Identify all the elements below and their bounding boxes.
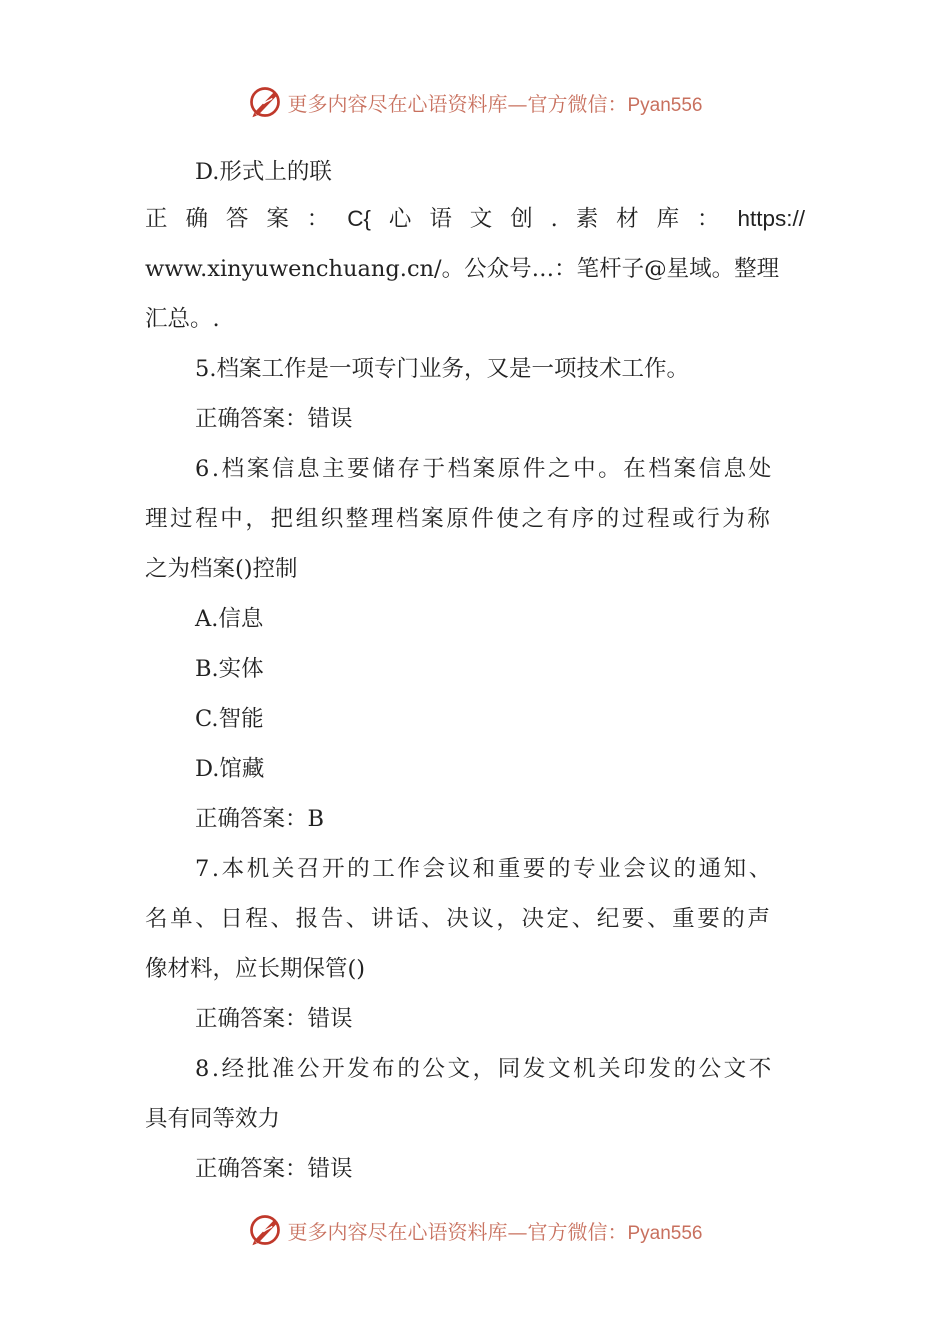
question-7-line2: 名单、日程、报告、讲话、决议，决定、纪要、重要的声 <box>145 906 773 932</box>
answer-line-spaced: 正 确 答 案 ： C{ 心 语 文 创 . 素 材 库 ： https:// <box>145 206 805 232</box>
question-5: 5.档案工作是一项专门业务，又是一项技术工作。 <box>195 356 689 382</box>
question-6-line3: 之为档案()控制 <box>145 556 298 582</box>
question-8-line1: 8.经批准公开发布的公文，同发文机关印发的公文不 <box>195 1056 774 1082</box>
answer-5: 正确答案：错误 <box>195 406 353 432</box>
option-d-line: D.形式上的联 <box>195 159 332 185</box>
wechat-id: Pyan556 <box>627 1222 703 1244</box>
option-a: A.信息 <box>195 606 264 632</box>
option-b: B.实体 <box>195 656 264 682</box>
footer-banner <box>0 1208 950 1252</box>
question-7-line1: 7.本机关召开的工作会议和重要的专业会议的通知、 <box>195 856 774 882</box>
header-banner-text: 更多内容尽在心语资料库—官方微信：Pyan556 <box>287 91 703 116</box>
answer-7: 正确答案：错误 <box>195 1006 353 1032</box>
pen-logo-icon <box>247 84 283 120</box>
option-d: D.馆藏 <box>195 756 265 782</box>
summary-line: 汇总。. <box>145 306 220 332</box>
question-6-line2: 理过程中，把组织整理档案原件使之有序的过程或行为称 <box>145 506 773 532</box>
question-8-line2: 具有同等效力 <box>145 1106 281 1132</box>
footer-banner-text: 更多内容尽在心语资料库—官方微信：Pyan556 <box>287 1219 703 1244</box>
url-line: www.xinyuwenchuang.cn/。公众号…：笔杆子@星域。整理 <box>145 256 780 282</box>
pen-logo-icon <box>247 1212 283 1248</box>
question-7-line3: 像材料，应长期保管() <box>145 956 366 982</box>
header-banner <box>0 80 950 124</box>
option-c: C.智能 <box>195 706 264 732</box>
answer-8: 正确答案：错误 <box>195 1156 353 1182</box>
answer-6: 正确答案：B <box>195 806 325 832</box>
question-6-line1: 6.档案信息主要储存于档案原件之中。在档案信息处 <box>195 456 774 482</box>
wechat-id: Pyan556 <box>627 94 703 116</box>
